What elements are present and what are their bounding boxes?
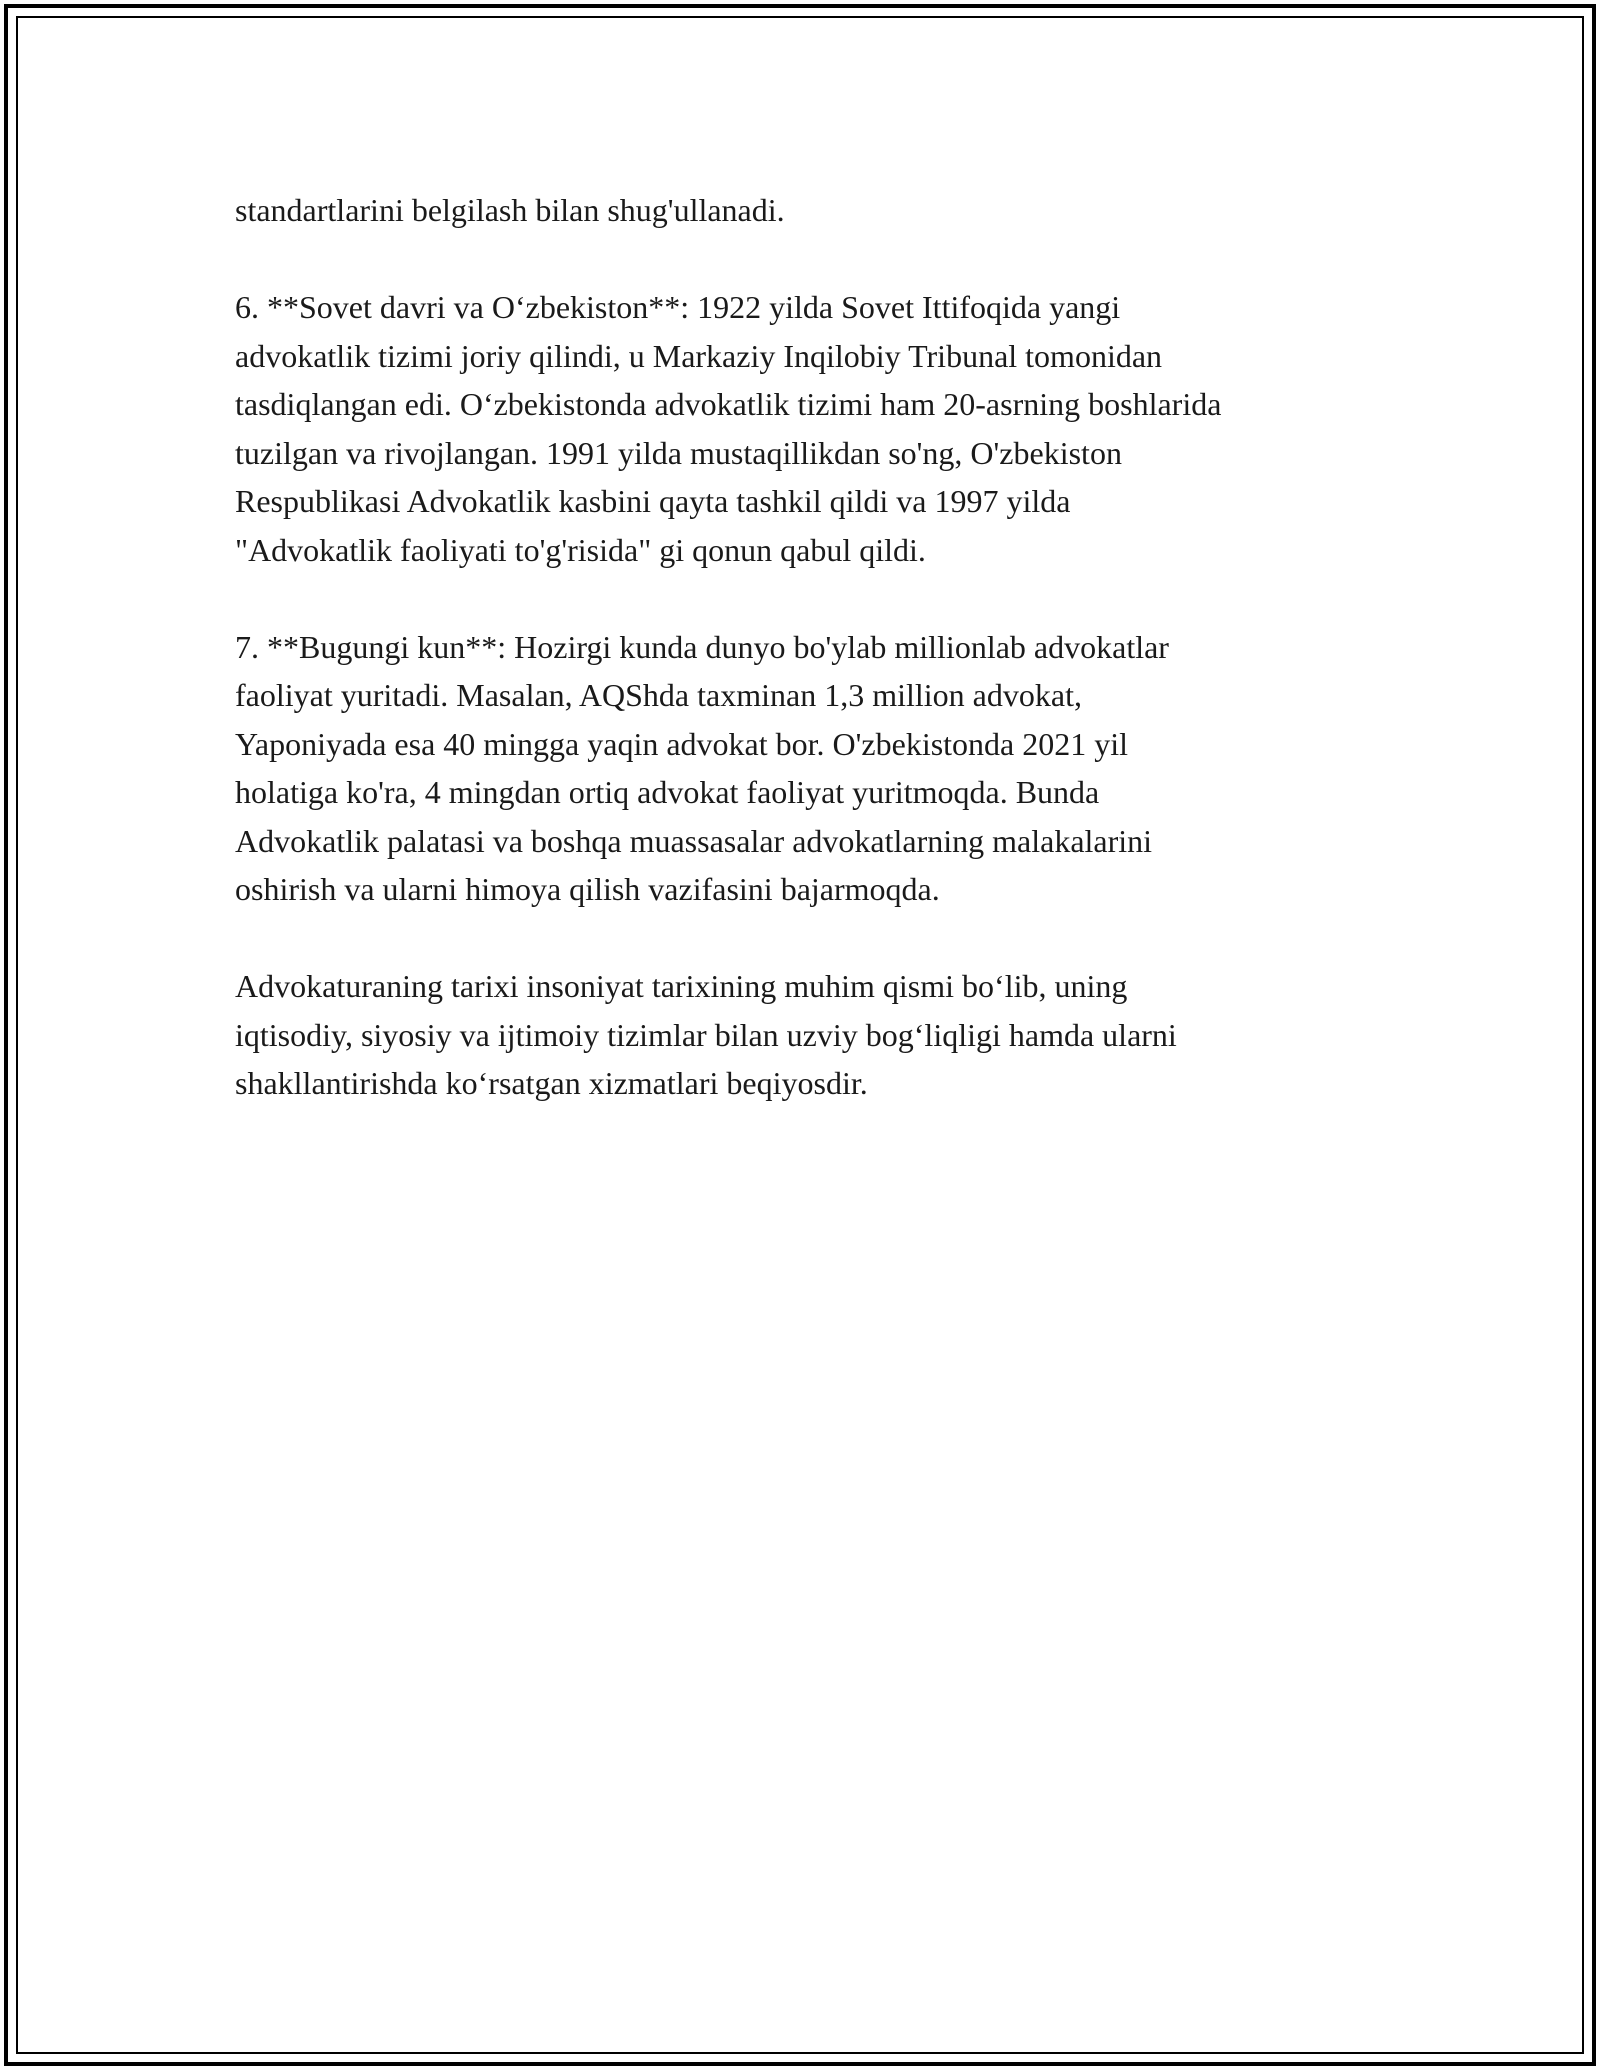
- paragraph-conclusion: Advokaturaning tarixi insoniyat tarixining muhim qismi bo‘lib, uning iqtisodiy, siyosiy va ijtimoiy tizimlar bilan uzviy bog‘liqligi hamda ularni shakllantirishda ko‘rsatgan xizmatlari beqiyosdir.: [235, 968, 1177, 1101]
- paragraph-soviet-era: 6. **Sovet davri va O‘zbekiston**: 1922 yilda Sovet Ittifoqida yangi advokatlik tizimi joriy qilindi, u Markaziy Inqilobiy Tribunal tomonidan tasdiqlangan edi. O‘zbekistonda advokatlik tizimi ham 20-asrning boshlarida tuzilgan va rivojlangan. 1991 yilda mustaqillikdan so'ng, O'zbekiston Respublikasi Advokatlik kasbini qayta tashkil qildi va 1997 yilda "Advokatlik faoliyati to'g'risida" gi qonun qabul qildi.: [235, 289, 1222, 568]
- paragraph-today: 7. **Bugungi kun**: Hozirgi kunda dunyo bo'ylab millionlab advokatlar faoliyat yuritadi. Masalan, AQShda taxminan 1,3 million advokat, Yaponiyada esa 40 mingga yaqin advokat bor. O'zbekistonda 2021 yil holatiga ko'ra, 4 mingdan ortiq advokat faoliyat yuritmoqda. Bunda Advokatlik palatasi va boshqa muassasalar advokatlarning malakalarini oshirish va ularni himoya qilish vazifasini bajarmoqda.: [235, 628, 1169, 907]
- paragraph-continuation: standartlarini belgilash bilan shug'ullanadi.: [235, 192, 785, 228]
- document-body: [235, 186, 1395, 1156]
